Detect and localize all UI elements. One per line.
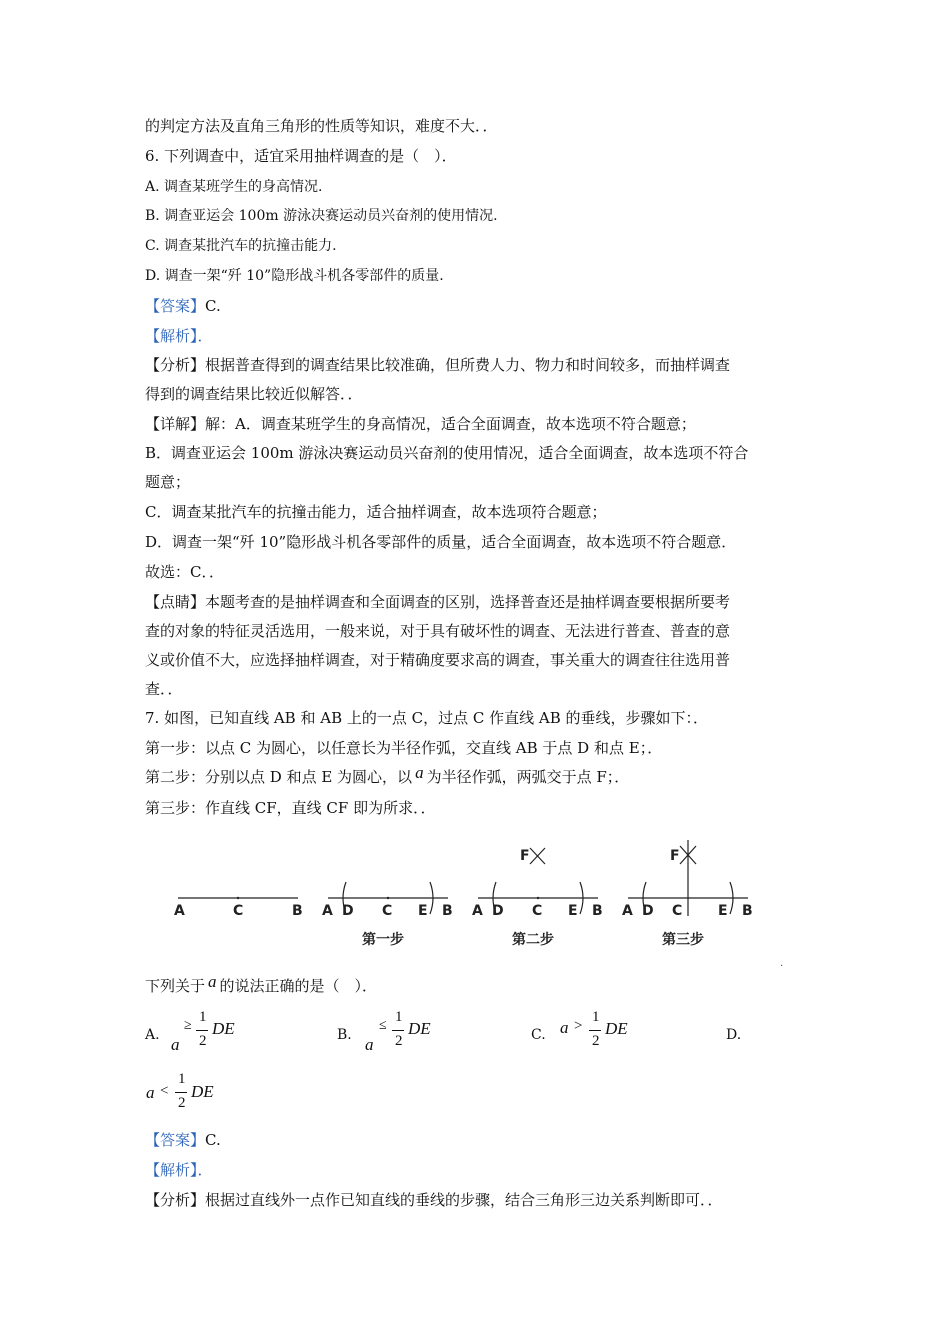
text-line: 的判定方法及直角三角形的性质等知识，难度不大．． [145, 117, 498, 135]
caption-step1: 第一步 [362, 932, 404, 948]
choice-b-de: DE [408, 1019, 431, 1038]
comment-6-line2: 查的对象的特征灵活选用，一般来说，对于具有破坏性的调查、无法进行普查、普查的意 [145, 622, 731, 640]
math-a: a [415, 763, 424, 782]
label-a2: A [322, 903, 333, 919]
choice-c-a: a [560, 1018, 569, 1037]
choice-a-a: a [171, 1035, 180, 1054]
ask-part2: 的说法正确的是（ ）． [219, 977, 378, 995]
option-d: D. 调查一架“歼 10”隐形战斗机各零部件的质量. [145, 268, 444, 284]
label-d3: D [492, 903, 504, 919]
comment-6-line4: 查．． [145, 680, 183, 698]
detail-6-line3: 题意； [145, 473, 191, 491]
choice-a-den: 2 [199, 1033, 207, 1049]
choice-d-num: 1 [178, 1071, 186, 1087]
detail-6-line1: 【详解】解：A．调查某班学生的身高情况，适合全面调查，故本选项不符合题意； [145, 415, 696, 433]
choice-d-bar [175, 1092, 187, 1093]
label-c3: C [532, 903, 543, 919]
label-d2: D [342, 903, 354, 919]
choice-b-den: 2 [395, 1033, 403, 1049]
choice-d-lt: < [160, 1083, 169, 1099]
step-1: 第一步：以点 C 为圆心，以任意长为半径作弧，交直线 AB 于点 D 和点 E；． [145, 739, 663, 757]
option-a: A. 调查某班学生的身高情况. [145, 179, 323, 195]
label-b4: B [742, 903, 753, 919]
step-2-part2: 为半径作弧，两弧交于点 F；． [426, 768, 630, 786]
choice-a-ge: ≥ [184, 1018, 192, 1033]
answer-tag: 【答案】 [145, 297, 206, 315]
detail-6-line4: C．调查某批汽车的抗撞击能力，适合抽样调查，故本选项符合题意； [145, 503, 607, 521]
construction-figure [170, 838, 784, 969]
label-b1: B [292, 903, 303, 919]
analysis-tag-6: 【解析】． [145, 327, 213, 345]
choice-b-num: 1 [395, 1009, 403, 1025]
label-a4: A [622, 903, 633, 919]
label-d4: D [642, 903, 654, 919]
choice-a-de: DE [212, 1019, 235, 1038]
choice-c-bar [589, 1030, 601, 1031]
choice-c-den: 2 [592, 1033, 600, 1049]
analysis-6-line2: 得到的调查结果比较近似解答．． [145, 385, 363, 403]
label-e2: E [418, 903, 428, 919]
caption-step2: 第二步 [512, 932, 554, 948]
label-c2: C [382, 903, 393, 919]
choice-c-num: 1 [592, 1009, 600, 1025]
comment-6-line1: 【点睛】本题考查的是抽样调查和全面调查的区别，选择普查还是抽样调查要根据所要考 [145, 593, 731, 611]
label-c1: C [233, 903, 244, 919]
answer-7 [145, 1130, 221, 1150]
figure-dot: . [780, 958, 784, 969]
option-b: B. 调查亚运会 100m 游泳决赛运动员兴奋剂的使用情况. [145, 208, 498, 224]
label-b3: B [592, 903, 603, 919]
choice-c-gt: > [574, 1018, 583, 1034]
analysis-6-line1: 【分析】根据普查得到的调查结果比较准确，但所费人力、物力和时间较多，而抽样调查 [145, 356, 731, 374]
label-f4: F [670, 848, 680, 864]
answer-value: C. [205, 1131, 221, 1149]
answer-tag: 【答案】 [145, 1131, 206, 1149]
choice-b-label: B. [337, 1027, 352, 1043]
step-2-part1: 第二步：分别以点 D 和点 E 为圆心，以 [145, 768, 413, 786]
step-2 [145, 763, 630, 787]
analysis-tag-7: 【解析】． [145, 1161, 213, 1179]
question-7: 7. 如图，已知直线 AB 和 AB 上的一点 C，过点 C 作直线 AB 的垂线，步骤如下：． [145, 709, 709, 727]
choice-c-de: DE [605, 1019, 628, 1038]
label-c4: C [672, 903, 683, 919]
choice-d-den: 2 [178, 1095, 186, 1111]
math-a: a [208, 972, 217, 991]
label-a1: A [174, 903, 185, 919]
question-7-ask [145, 972, 378, 996]
choice-b-a: a [365, 1035, 374, 1054]
option-c: C. 调查某批汽车的抗撞击能力. [145, 238, 337, 254]
label-b2: B [442, 903, 453, 919]
question-6: 6. 下列调查中，适宜采用抽样调查的是（ ）． [145, 147, 457, 165]
analysis-7: 【分析】根据过直线外一点作已知直线的垂线的步骤，结合三角形三边关系判断即可．． [145, 1191, 723, 1209]
caption-step3: 第三步 [662, 932, 704, 948]
choice-b-le: ≤ [379, 1018, 387, 1033]
choice-d-label: D. [726, 1027, 742, 1043]
choice-b-bar [392, 1030, 404, 1031]
choice-c-label: C. [531, 1027, 546, 1043]
ask-part1: 下列关于 [145, 977, 206, 995]
choice-d-a: a [146, 1083, 155, 1102]
conclusion-6: 故选：C．． [145, 563, 224, 581]
detail-6-line5: D．调查一架“歼 10”隐形战斗机各零部件的质量，适合全面调查，故本选项不符合题意． [145, 533, 737, 551]
choice-a-bar [196, 1030, 208, 1031]
comment-6-line3: 义或价值不大，应选择抽样调查，对于精确度要求高的调查，事关重大的调查往往选用普 [145, 651, 731, 669]
answer-value: C. [205, 297, 221, 315]
label-e4: E [718, 903, 728, 919]
choice-a-label: A. [145, 1027, 160, 1043]
label-e3: E [568, 903, 578, 919]
detail-6-line2: B．调查亚运会 100m 游泳决赛运动员兴奋剂的使用情况，适合全面调查，故本选项不符合 [145, 444, 749, 462]
label-f3: F [520, 848, 530, 864]
choice-a-num: 1 [199, 1009, 207, 1025]
label-a3: A [472, 903, 483, 919]
answer-6 [145, 296, 221, 316]
choice-d-de: DE [191, 1082, 214, 1101]
step-3: 第三步：作直线 CF，直线 CF 即为所求．． [145, 799, 436, 817]
